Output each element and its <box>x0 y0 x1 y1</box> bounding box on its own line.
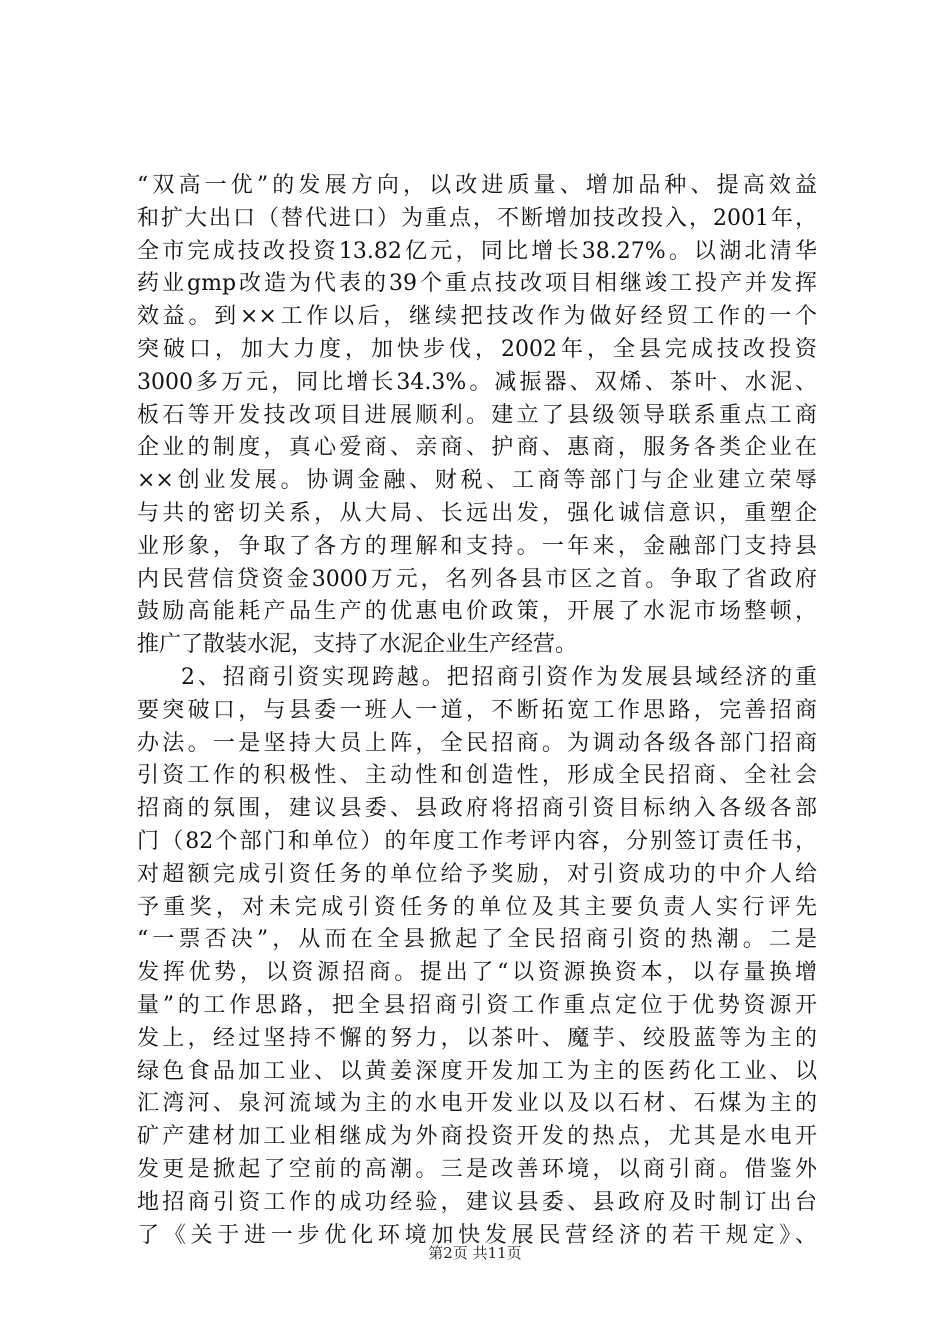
text-line: 予重奖，对未完成引资任务的单位及其主要负责人实行评先 <box>137 894 817 920</box>
text-line: 与共的密切关系，从大局、长远出发，强化诚信意识，重塑企 <box>137 500 817 526</box>
text-line: ××创业发展。协调金融、财税、工商等部门与企业建立荣辱 <box>137 468 817 494</box>
text-line: 招商的氛围，建议县委、县政府将招商引资目标纳入各级各部 <box>137 796 817 822</box>
text-line: 发挥优势，以资源招商。提出了“以资源换资本，以存量换增 <box>137 960 817 986</box>
text-line: 企业的制度，真心爱商、亲商、护商、惠商，服务各类企业在 <box>137 435 817 461</box>
text-line: 发上，经过坚持不懈的努力，以茶叶、魔芋、绞股蓝等为主的 <box>137 1025 817 1051</box>
text-line: 门（82个部门和单位）的年度工作考评内容，分别签订责任书， <box>137 828 817 854</box>
text-line: 量”的工作思路，把全县招商引资工作重点定位于优势资源开 <box>137 992 817 1018</box>
text-line: 矿产建材加工业相继成为外商投资开发的热点，尤其是水电开 <box>137 1124 817 1150</box>
text-line: 汇湾河、泉河流域为主的水电开发业以及以石材、石煤为主的 <box>137 1091 817 1117</box>
text-line: 内民营信贷资金3000万元，名列各县市区之首。争取了省政府 <box>137 566 817 592</box>
text-line: 发更是掀起了空前的高潮。三是改善环境，以商引商。借鉴外 <box>137 1156 817 1182</box>
text-line: 了《关于进一步优化环境加快发展民营经济的若干规定》、 <box>137 1222 817 1248</box>
text-line: 引资工作的积极性、主动性和创造性，形成全民招商、全社会 <box>137 763 817 789</box>
body-text <box>137 170 817 1252</box>
text-line: 板石等开发技改项目进展顺利。建立了县级领导联系重点工商 <box>137 402 817 428</box>
text-line: 绿色食品加工业、以黄姜深度开发加工为主的医药化工业、以 <box>137 1058 817 1084</box>
text-line-last: 推广了散装水泥，支持了水泥企业生产经营。 <box>137 632 578 658</box>
text-line: “一票否决”，从而在全县掀起了全民招商引资的热潮。二是 <box>137 927 817 953</box>
page-number-footer: 第2页 共11页 <box>428 1244 522 1262</box>
text-line: 全市完成技改投资13.82亿元，同比增长38.27%。以湖北清华 <box>137 238 817 264</box>
paragraph-first-line: 2、招商引资实现跨越。把招商引资作为发展县域经济的重 <box>181 664 817 690</box>
text-line: 3000多万元，同比增长34.3%。减振器、双烯、茶叶、水泥、 <box>137 369 817 395</box>
text-line: 办法。一是坚持大员上阵，全民招商。为调动各级各部门招商 <box>137 730 817 756</box>
text-line: “双高一优”的发展方向，以改进质量、增加品种、提高效益 <box>137 173 817 198</box>
text-line: 突破口，加大力度，加快步伐，2002年，全县完成技改投资 <box>137 336 817 362</box>
text-line: 业形象，争取了各方的理解和支持。一年来，金融部门支持县 <box>137 533 817 559</box>
text-line: 药业gmp改造为代表的39个重点技改项目相继竣工投产并发挥 <box>137 271 817 297</box>
text-line: 和扩大出口（替代进口）为重点，不断增加技改投入，2001年， <box>137 205 817 231</box>
text-line: 鼓励高能耗产品生产的优惠电价政策，开展了水泥市场整顿， <box>137 599 817 625</box>
text-line: 要突破口，与县委一班人一道，不断拓宽工作思路，完善招商 <box>137 697 817 723</box>
text-line: 对超额完成引资任务的单位给予奖励，对引资成功的中介人给 <box>137 861 817 887</box>
text-line: 效益。到××工作以后，继续把技改作为做好经贸工作的一个 <box>137 304 817 330</box>
text-line: 地招商引资工作的成功经验，建议县委、县政府及时制订出台 <box>137 1189 817 1215</box>
